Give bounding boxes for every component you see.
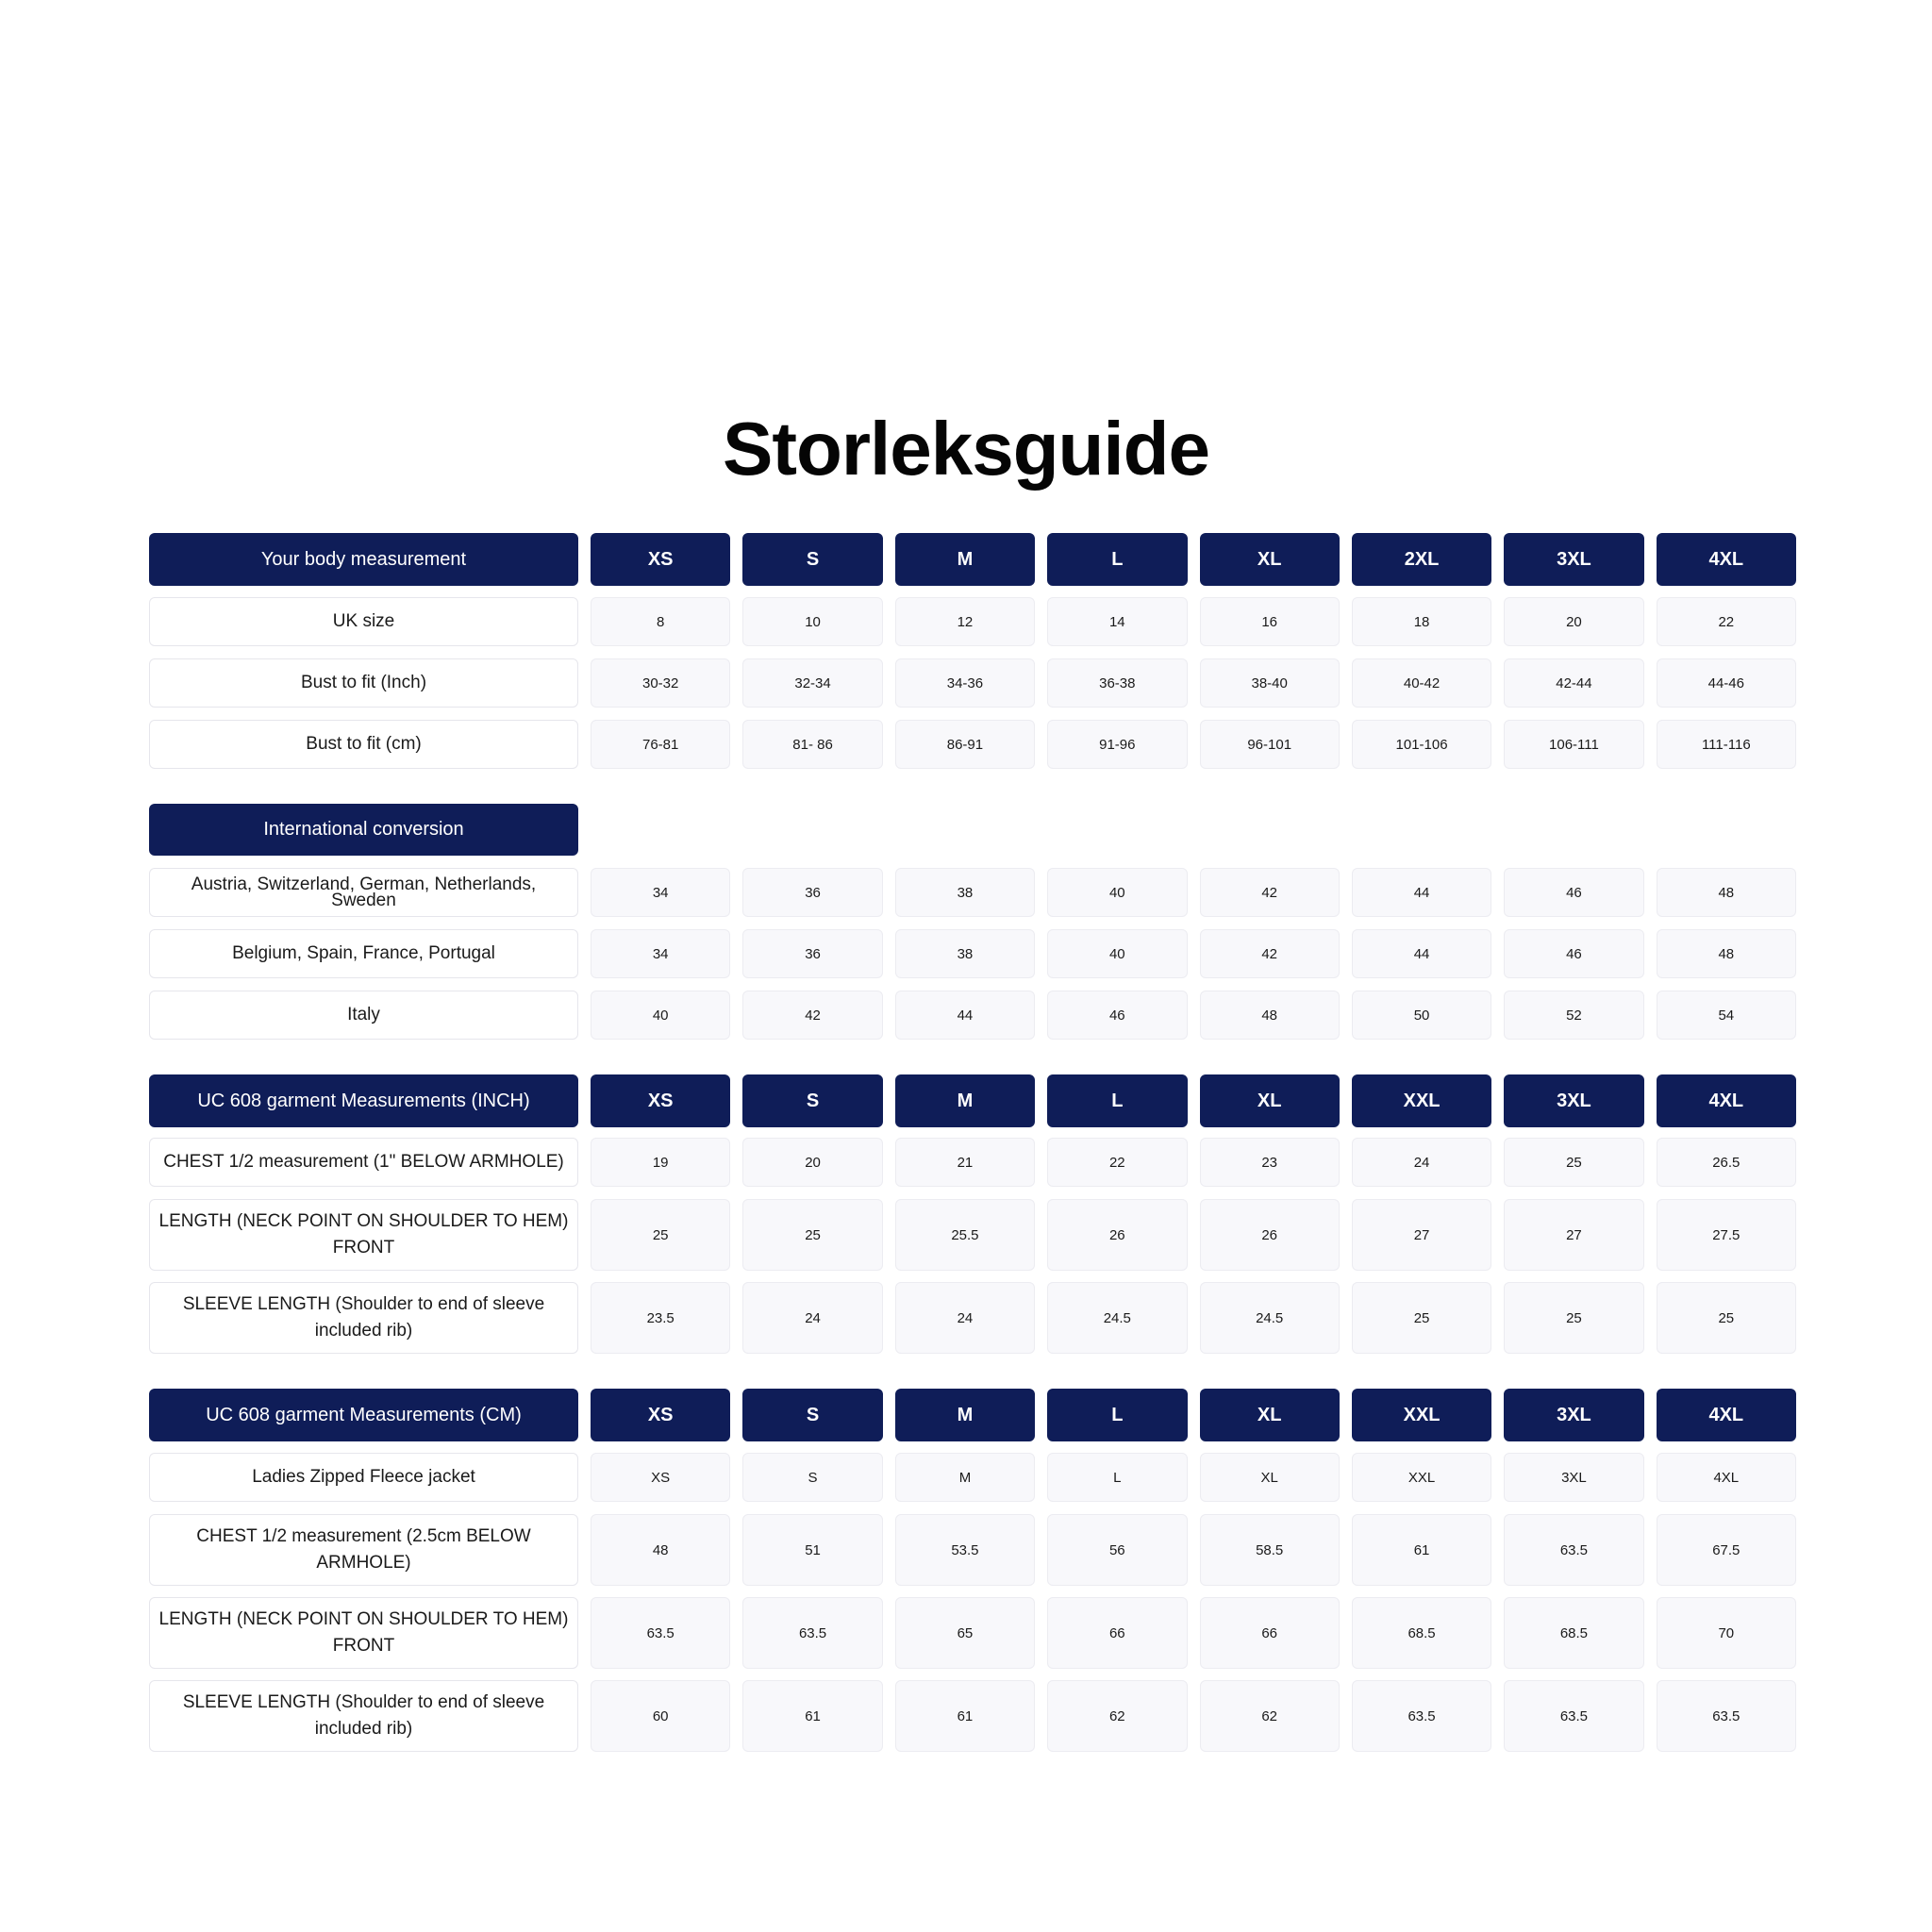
value-cell: 20 — [742, 1138, 882, 1187]
size-header-2xl: 2XL — [1352, 533, 1491, 586]
value-cell: XXL — [1352, 1453, 1491, 1502]
value-cell: 46 — [1504, 929, 1643, 978]
value-cell: 44 — [1352, 929, 1491, 978]
value-cell: 40 — [591, 991, 730, 1040]
value-cell: 25 — [1504, 1138, 1643, 1187]
value-cell: 38 — [895, 929, 1035, 978]
size-header-xl: XL — [1200, 1074, 1340, 1127]
value-cell: 36 — [742, 868, 882, 917]
value-cell: 16 — [1200, 597, 1340, 646]
value-cell: 36-38 — [1047, 658, 1187, 708]
size-header-s: S — [742, 1389, 882, 1441]
value-cell: 58.5 — [1200, 1514, 1340, 1586]
value-cell: 30-32 — [591, 658, 730, 708]
row-label: CHEST 1/2 measurement (2.5cm BELOW ARMHOLE) — [149, 1514, 578, 1586]
value-cell: M — [895, 1453, 1035, 1502]
value-cell: 3XL — [1504, 1453, 1643, 1502]
value-cell: 62 — [1200, 1680, 1340, 1752]
row-label: CHEST 1/2 measurement (1" BELOW ARMHOLE) — [149, 1138, 578, 1187]
body-header-label: Your body measurement — [149, 533, 578, 586]
size-header-m: M — [895, 1389, 1035, 1441]
value-cell: 63.5 — [1352, 1680, 1491, 1752]
value-cell: 61 — [895, 1680, 1035, 1752]
value-cell: 81- 86 — [742, 720, 882, 769]
row-label: SLEEVE LENGTH (Shoulder to end of sleeve included rib) — [149, 1282, 578, 1354]
value-cell: 44 — [895, 991, 1035, 1040]
garment-inch-header-label: UC 608 garment Measurements (INCH) — [149, 1074, 578, 1127]
value-cell: 40-42 — [1352, 658, 1491, 708]
value-cell: 24 — [742, 1282, 882, 1354]
table-row — [149, 597, 1796, 646]
value-cell: 86-91 — [895, 720, 1035, 769]
value-cell: 66 — [1047, 1597, 1187, 1669]
table-row — [149, 1597, 1796, 1669]
value-cell: 34 — [591, 929, 730, 978]
size-header-xs: XS — [591, 1074, 730, 1127]
value-cell: 38 — [895, 868, 1035, 917]
value-cell: 21 — [895, 1138, 1035, 1187]
value-cell: 63.5 — [1657, 1680, 1796, 1752]
value-cell: 26.5 — [1657, 1138, 1796, 1187]
value-cell: XL — [1200, 1453, 1340, 1502]
row-label: Italy — [149, 991, 578, 1040]
value-cell: 76-81 — [591, 720, 730, 769]
value-cell: 111-116 — [1657, 720, 1796, 769]
value-cell: 101-106 — [1352, 720, 1491, 769]
table-row — [149, 991, 1796, 1040]
value-cell: 38-40 — [1200, 658, 1340, 708]
table-row — [149, 1453, 1796, 1502]
value-cell: 4XL — [1657, 1453, 1796, 1502]
row-label: Bust to fit (Inch) — [149, 658, 578, 708]
size-header-s: S — [742, 533, 882, 586]
value-cell: S — [742, 1453, 882, 1502]
value-cell: 46 — [1504, 868, 1643, 917]
size-header-xl: XL — [1200, 1389, 1340, 1441]
value-cell: 14 — [1047, 597, 1187, 646]
value-cell: 50 — [1352, 991, 1491, 1040]
value-cell: 42-44 — [1504, 658, 1643, 708]
value-cell: 51 — [742, 1514, 882, 1586]
row-label: LENGTH (NECK POINT ON SHOULDER TO HEM) FRONT — [149, 1199, 578, 1271]
row-label: Bust to fit (cm) — [149, 720, 578, 769]
value-cell: 24.5 — [1200, 1282, 1340, 1354]
value-cell: 44-46 — [1657, 658, 1796, 708]
value-cell: 48 — [1657, 868, 1796, 917]
table-row — [149, 1138, 1796, 1187]
garment-cm-header-label: UC 608 garment Measurements (CM) — [149, 1389, 578, 1441]
value-cell: 56 — [1047, 1514, 1187, 1586]
value-cell: 23.5 — [591, 1282, 730, 1354]
value-cell: 65 — [895, 1597, 1035, 1669]
value-cell: 61 — [1352, 1514, 1491, 1586]
size-header-xs: XS — [591, 533, 730, 586]
table-row — [149, 1199, 1796, 1271]
value-cell: 53.5 — [895, 1514, 1035, 1586]
row-label: UK size — [149, 597, 578, 646]
value-cell: 68.5 — [1504, 1597, 1643, 1669]
value-cell: 70 — [1657, 1597, 1796, 1669]
value-cell: 25 — [1657, 1282, 1796, 1354]
value-cell: 25 — [1504, 1282, 1643, 1354]
row-label: SLEEVE LENGTH (Shoulder to end of sleeve included rib) — [149, 1680, 578, 1752]
value-cell: 26 — [1200, 1199, 1340, 1271]
value-cell: 22 — [1047, 1138, 1187, 1187]
value-cell: L — [1047, 1453, 1187, 1502]
table-row — [149, 1680, 1796, 1752]
value-cell: 20 — [1504, 597, 1643, 646]
value-cell: 61 — [742, 1680, 882, 1752]
size-header-xl: XL — [1200, 533, 1340, 586]
value-cell: 44 — [1352, 868, 1491, 917]
row-label: Ladies Zipped Fleece jacket — [149, 1453, 578, 1502]
value-cell: 48 — [1200, 991, 1340, 1040]
value-cell: 36 — [742, 929, 882, 978]
value-cell: 63.5 — [1504, 1680, 1643, 1752]
value-cell: 106-111 — [1504, 720, 1643, 769]
row-label: Belgium, Spain, France, Portugal — [149, 929, 578, 978]
size-header-s: S — [742, 1074, 882, 1127]
table-row — [149, 1282, 1796, 1354]
value-cell: 42 — [742, 991, 882, 1040]
table-row — [149, 868, 1796, 917]
value-cell: 48 — [1657, 929, 1796, 978]
size-header-3xl: 3XL — [1504, 533, 1643, 586]
size-header-xxl: XXL — [1352, 1389, 1491, 1441]
value-cell: 24 — [895, 1282, 1035, 1354]
value-cell: 19 — [591, 1138, 730, 1187]
value-cell: 27 — [1352, 1199, 1491, 1271]
value-cell: 25.5 — [895, 1199, 1035, 1271]
size-header-3xl: 3XL — [1504, 1074, 1643, 1127]
size-header-m: M — [895, 1074, 1035, 1127]
size-header-l: L — [1047, 533, 1187, 586]
body-header-row — [149, 533, 1796, 586]
table-row — [149, 1514, 1796, 1586]
value-cell: 10 — [742, 597, 882, 646]
value-cell: 67.5 — [1657, 1514, 1796, 1586]
value-cell: 52 — [1504, 991, 1643, 1040]
value-cell: 60 — [591, 1680, 730, 1752]
value-cell: 68.5 — [1352, 1597, 1491, 1669]
value-cell: 63.5 — [742, 1597, 882, 1669]
value-cell: 23 — [1200, 1138, 1340, 1187]
table-row — [149, 658, 1796, 708]
value-cell: 34 — [591, 868, 730, 917]
table-row — [149, 720, 1796, 769]
value-cell: 48 — [591, 1514, 730, 1586]
size-header-xxl: XXL — [1352, 1074, 1491, 1127]
table-row — [149, 929, 1796, 978]
value-cell: 26 — [1047, 1199, 1187, 1271]
value-cell: 22 — [1657, 597, 1796, 646]
value-cell: 25 — [1352, 1282, 1491, 1354]
row-label: Austria, Switzerland, German, Netherlands, Sweden — [149, 868, 578, 917]
garment-inch-header-row — [149, 1074, 1796, 1127]
garment-cm-header-row — [149, 1389, 1796, 1441]
value-cell: 8 — [591, 597, 730, 646]
value-cell: 27 — [1504, 1199, 1643, 1271]
size-header-xs: XS — [591, 1389, 730, 1441]
value-cell: 91-96 — [1047, 720, 1187, 769]
value-cell: XS — [591, 1453, 730, 1502]
international-header-row — [149, 804, 1796, 856]
value-cell: 96-101 — [1200, 720, 1340, 769]
page-title: Storleksguide — [722, 407, 1210, 491]
value-cell: 40 — [1047, 929, 1187, 978]
size-header-4xl: 4XL — [1657, 1389, 1796, 1441]
size-header-3xl: 3XL — [1504, 1389, 1643, 1441]
value-cell: 24 — [1352, 1138, 1491, 1187]
value-cell: 66 — [1200, 1597, 1340, 1669]
size-header-4xl: 4XL — [1657, 533, 1796, 586]
value-cell: 25 — [591, 1199, 730, 1271]
value-cell: 24.5 — [1047, 1282, 1187, 1354]
value-cell: 40 — [1047, 868, 1187, 917]
value-cell: 42 — [1200, 929, 1340, 978]
value-cell: 12 — [895, 597, 1035, 646]
size-header-l: L — [1047, 1389, 1187, 1441]
value-cell: 42 — [1200, 868, 1340, 917]
row-label: LENGTH (NECK POINT ON SHOULDER TO HEM) FRONT — [149, 1597, 578, 1669]
value-cell: 63.5 — [1504, 1514, 1643, 1586]
size-header-l: L — [1047, 1074, 1187, 1127]
value-cell: 63.5 — [591, 1597, 730, 1669]
value-cell: 62 — [1047, 1680, 1187, 1752]
value-cell: 18 — [1352, 597, 1491, 646]
value-cell: 34-36 — [895, 658, 1035, 708]
value-cell: 54 — [1657, 991, 1796, 1040]
value-cell: 46 — [1047, 991, 1187, 1040]
value-cell: 32-34 — [742, 658, 882, 708]
size-header-4xl: 4XL — [1657, 1074, 1796, 1127]
international-header-label: International conversion — [149, 804, 578, 856]
value-cell: 27.5 — [1657, 1199, 1796, 1271]
size-header-m: M — [895, 533, 1035, 586]
value-cell: 25 — [742, 1199, 882, 1271]
